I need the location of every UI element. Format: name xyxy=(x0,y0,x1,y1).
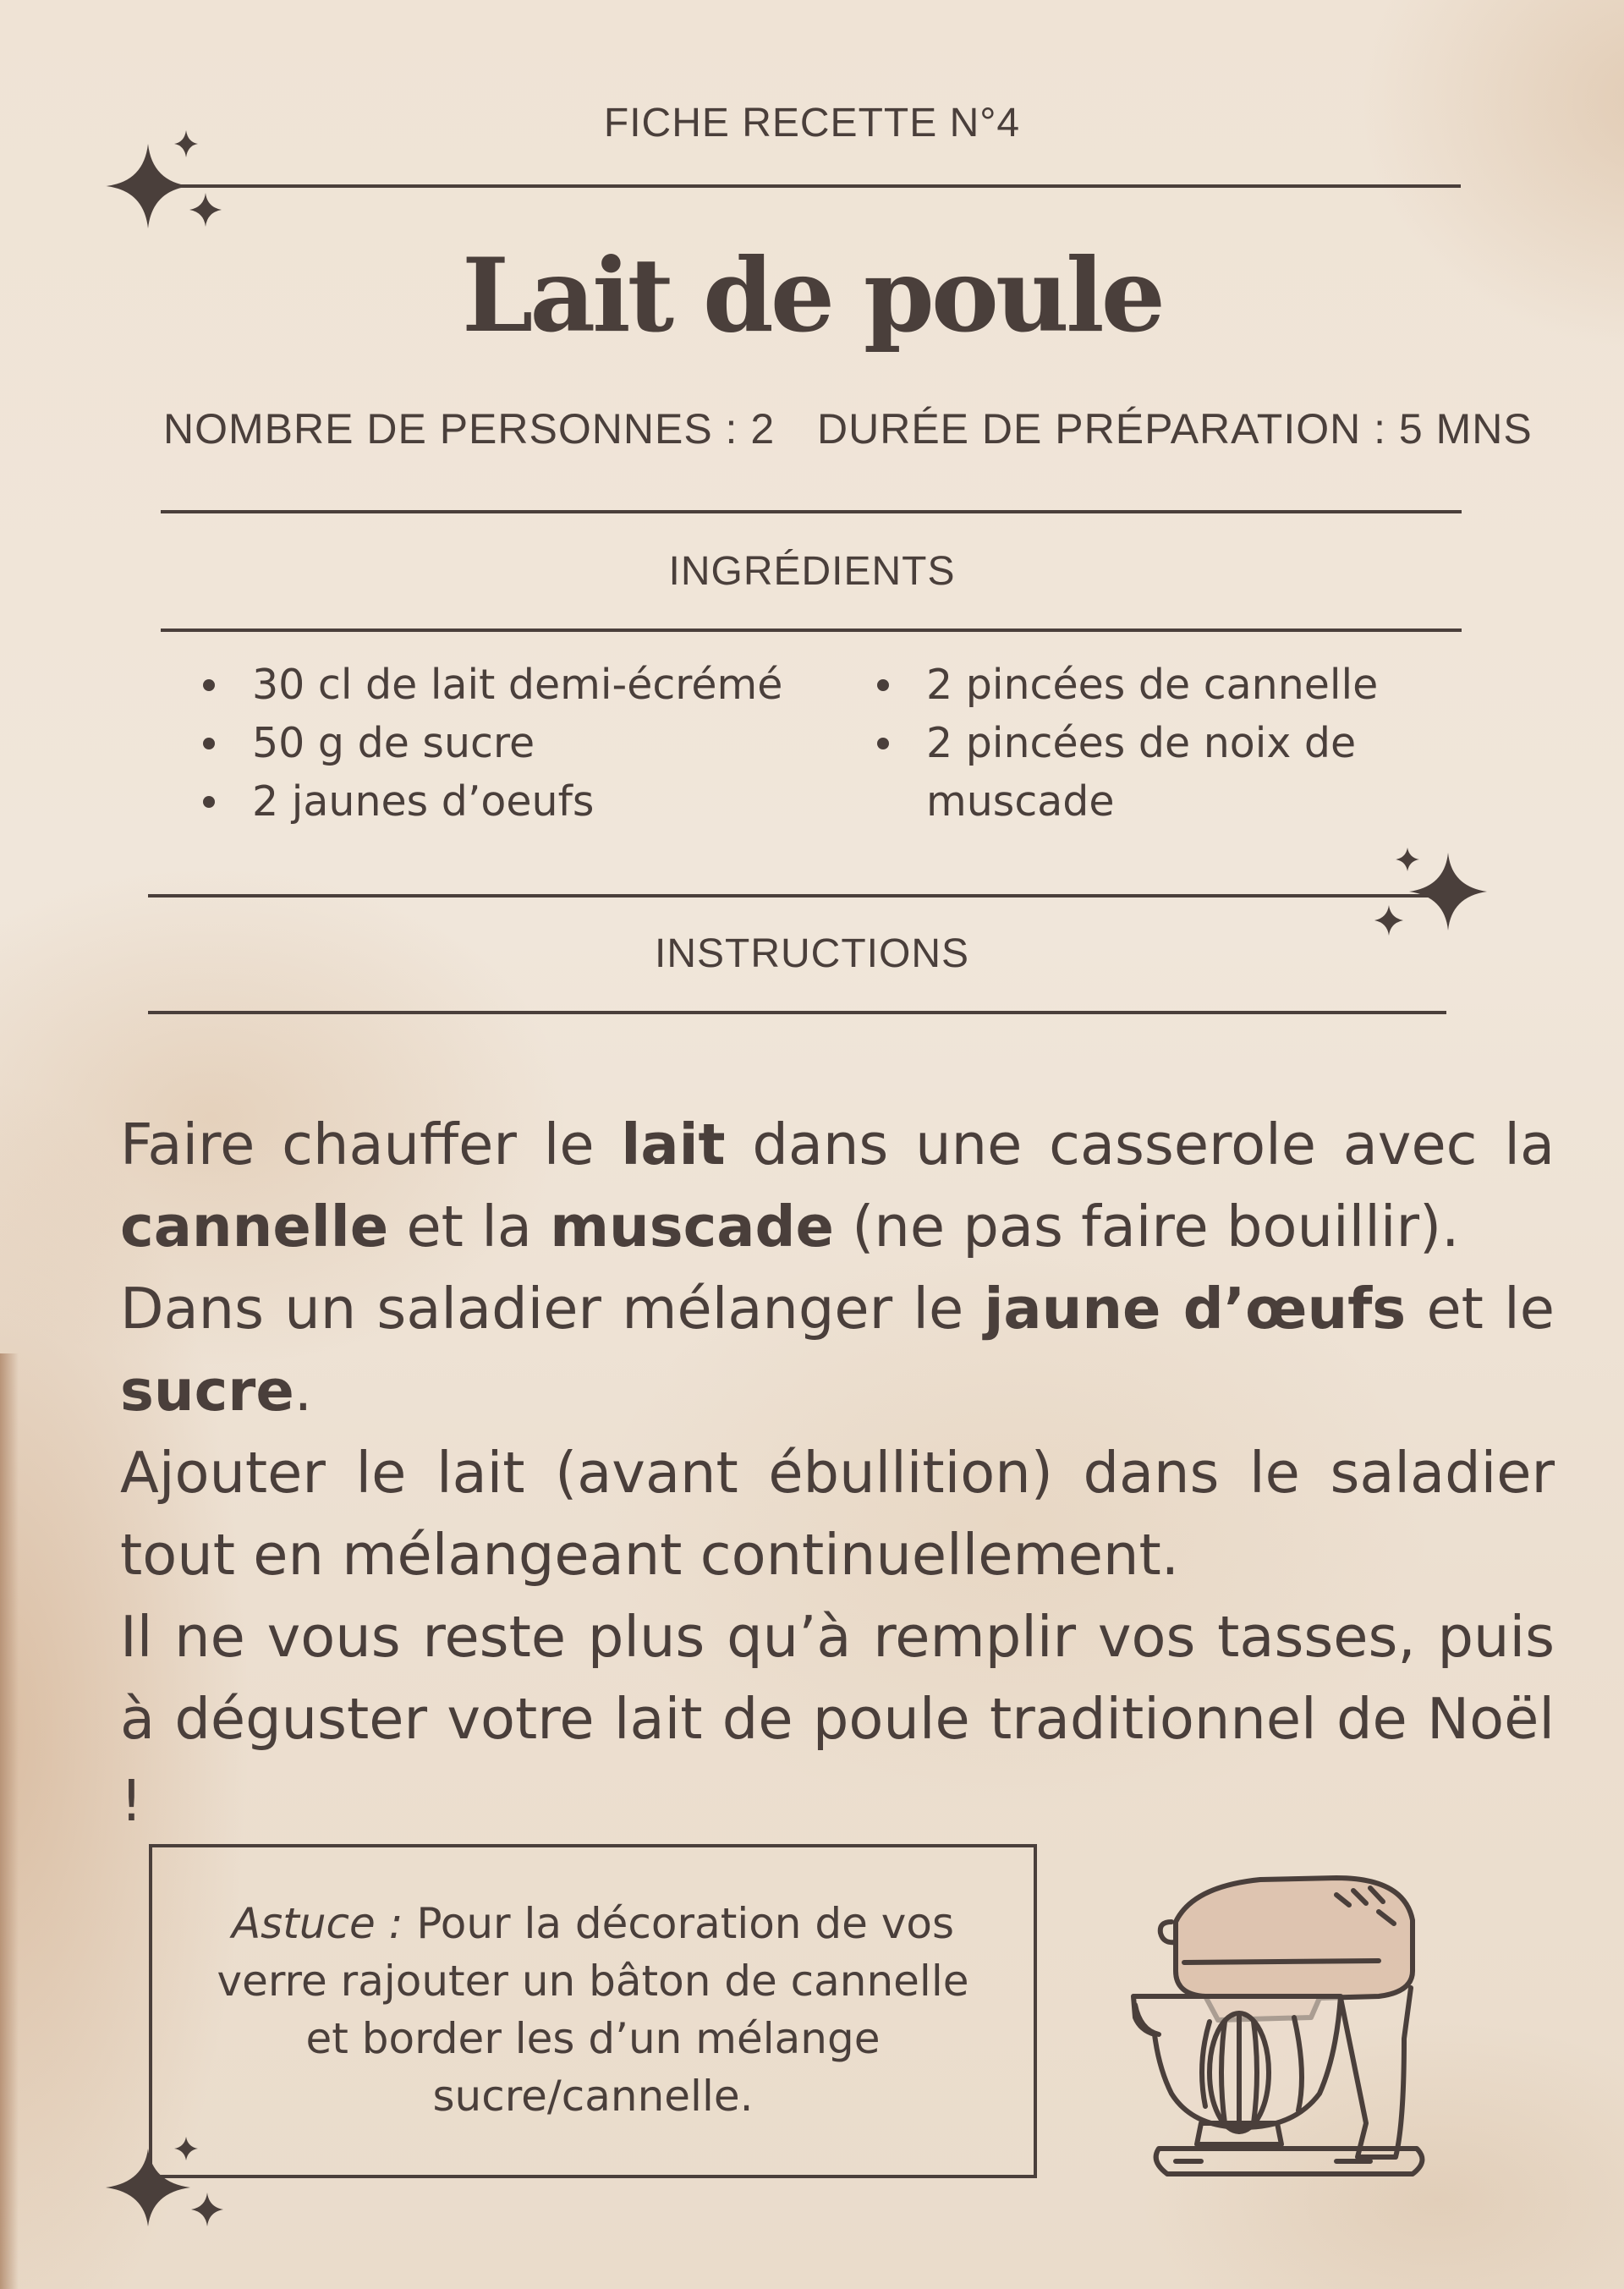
instruction-step xyxy=(120,1596,1555,1842)
instruction-text: Dans un saladier mélanger le xyxy=(120,1276,985,1342)
highlighted-ingredient: sucre xyxy=(120,1358,294,1424)
bullet-icon xyxy=(203,738,215,749)
list-item: 2 pincées de noix de muscade xyxy=(869,714,1418,831)
bullet-icon xyxy=(203,679,215,691)
instruction-text: Ajouter le lait (avant ébullition) dans le saladier tout en mélangeant continuellement. xyxy=(120,1440,1555,1588)
instruction-text: dans une casserole avec la xyxy=(725,1112,1555,1177)
ingredients-heading: INGRÉDIENTS xyxy=(668,549,956,594)
stand-mixer-icon xyxy=(1125,1869,1446,2191)
bullet-icon xyxy=(877,738,889,749)
instruction-text: Faire chauffer le xyxy=(120,1112,622,1177)
recipe-title: Lait de poule xyxy=(461,236,1163,355)
divider xyxy=(161,510,1462,513)
list-item: 30 cl de lait demi-écrémé xyxy=(195,656,837,714)
sparkle-icon xyxy=(102,2132,237,2242)
header-divider xyxy=(140,184,1461,188)
tip-text xyxy=(149,1895,1037,2125)
bullet-icon xyxy=(877,679,889,691)
instruction-step xyxy=(120,1104,1555,1268)
list-item: 2 jaunes d’oeufs xyxy=(195,772,837,831)
instructions-heading: INSTRUCTIONS xyxy=(655,931,969,976)
instruction-step xyxy=(120,1268,1555,1432)
recipe-number-label: FICHE RECETTE N°4 xyxy=(603,101,1021,145)
highlighted-ingredient: cannelle xyxy=(120,1194,389,1260)
ingredients-list-left xyxy=(195,656,837,831)
tip-label: Astuce : xyxy=(231,1899,403,1948)
divider xyxy=(148,1011,1446,1014)
bullet-icon xyxy=(203,796,215,808)
highlighted-ingredient: muscade xyxy=(550,1194,834,1260)
instruction-step xyxy=(120,1432,1555,1596)
prep-time-label: DURÉE DE PRÉPARATION : 5 MNS xyxy=(817,405,1533,453)
instruction-text: Il ne vous reste plus qu’à remplir vos tasses, puis à déguster votre lait de poule traditionnel de Noël ! xyxy=(120,1604,1555,1834)
list-item: 2 pincées de cannelle xyxy=(869,656,1418,714)
highlighted-ingredient: jaune d’œufs xyxy=(984,1276,1407,1342)
tip-body: Pour la décoration de vos verre rajouter un bâton de cannelle et border les d’un mélange sucre/cannelle. xyxy=(217,1899,969,2121)
instruction-text: (ne pas faire bouillir). xyxy=(833,1194,1460,1260)
list-item: 50 g de sucre xyxy=(195,714,837,772)
instruction-text: et la xyxy=(388,1194,551,1260)
instruction-text: . xyxy=(294,1358,313,1424)
instructions-body xyxy=(120,1104,1555,1842)
highlighted-ingredient: lait xyxy=(621,1112,726,1177)
divider xyxy=(148,894,1459,897)
instruction-text: et le xyxy=(1406,1276,1555,1342)
paper-edge-stain xyxy=(0,1353,19,2289)
divider xyxy=(161,629,1462,632)
ingredients-list-right xyxy=(869,656,1418,831)
servings-label: NOMBRE DE PERSONNES : 2 xyxy=(163,405,776,453)
